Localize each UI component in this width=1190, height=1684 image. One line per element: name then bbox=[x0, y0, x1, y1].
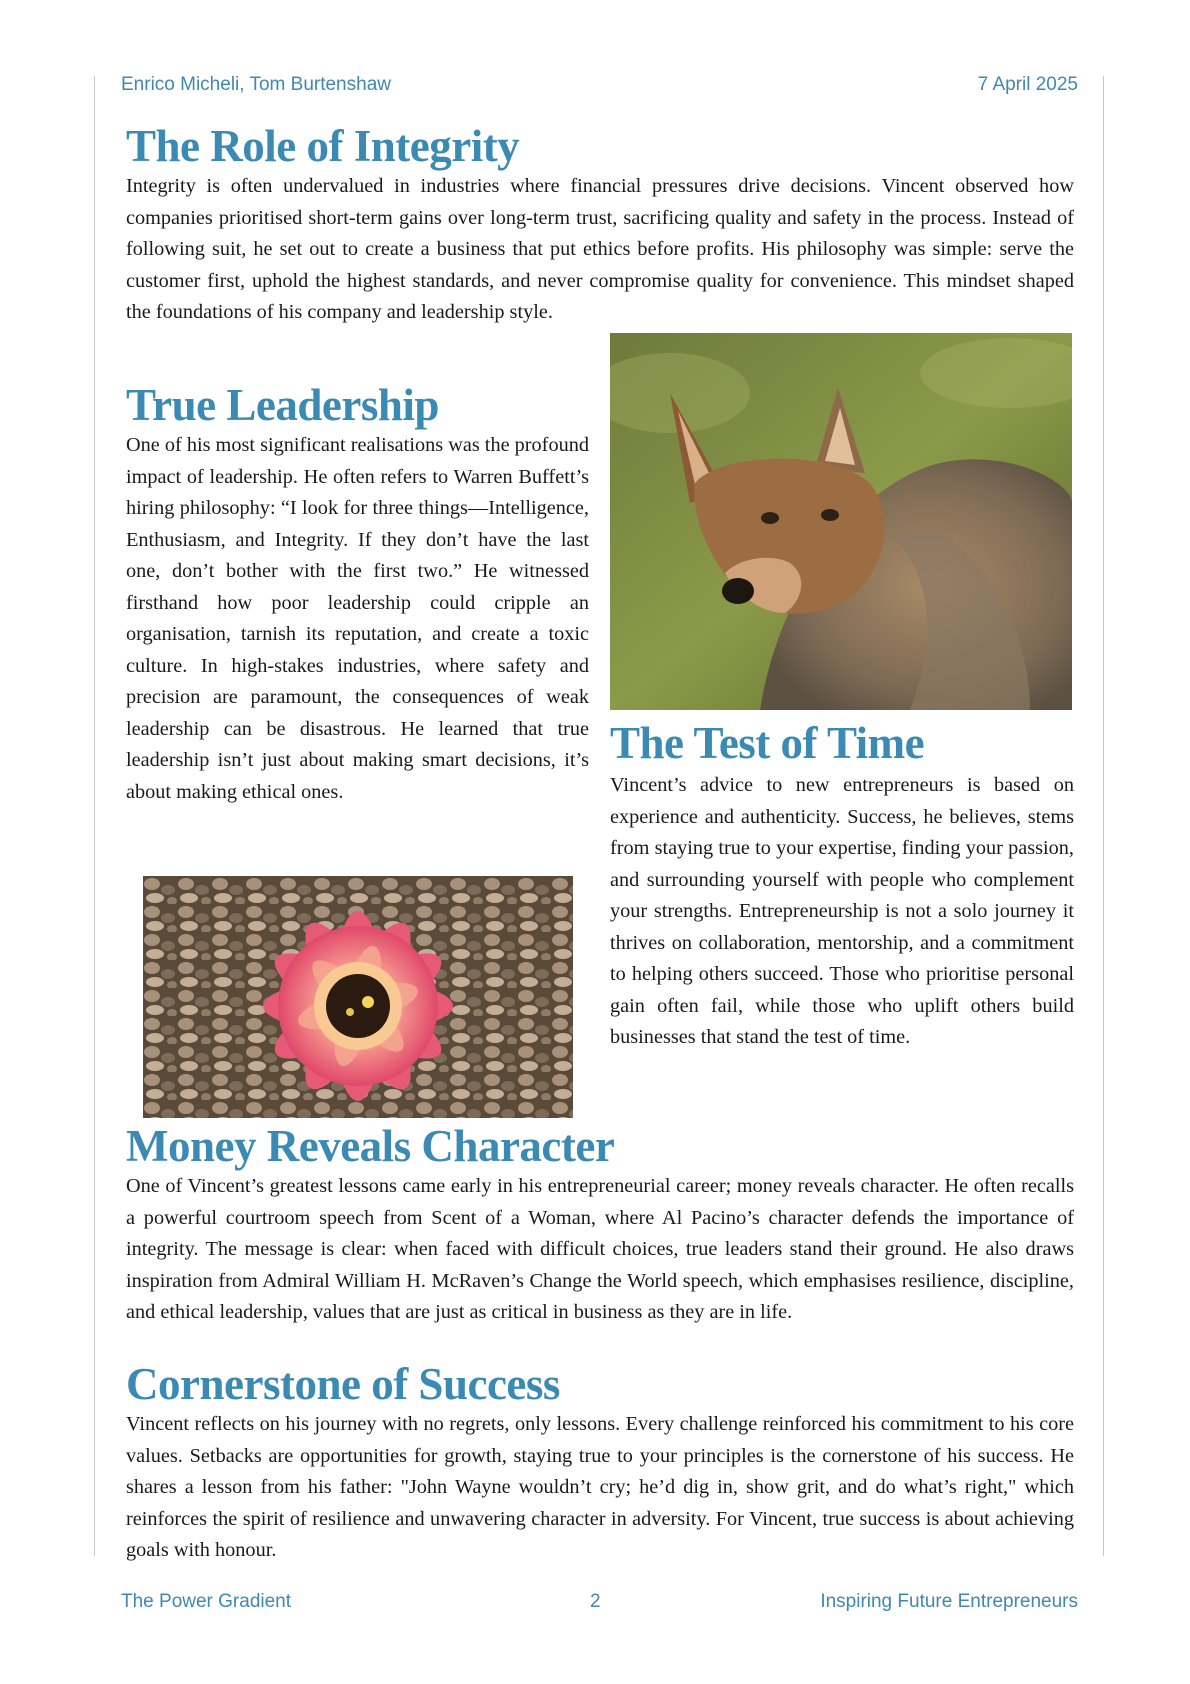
cactus-flower-photo bbox=[143, 876, 573, 1118]
paragraph-true-leadership: One of his most significant realisations was the profound impact of leadership. He often refers to Warren Buffett’s hiring philosophy: “I look for three things—Intelligence, Enthusiasm, and Integrity. If they don’t have the last one, don’t bother with the first two.” He witnessed firsthand how poor leadership could cripple an organisation, tarnish its reputation, and create a toxic culture. In high-stakes industries, where safety and precision are paramount, the consequences of weak leadership can be disastrous. He learned that true leadership isn’t just about making smart decisions, it’s about making ethical ones. bbox=[126, 434, 590, 803]
coyote-photo bbox=[610, 333, 1072, 710]
paragraph-money-reveals-character: One of Vincent’s greatest lessons came early in his entrepreneurial career; money reveals character. He often recalls a powerful courtroom speech from Scent of a Woman, where Al Pacino’s character defends the importance of integrity. The message is clear: when faced with difficult choices, true leaders stand their ground. He also draws inspiration from Admiral William H. McRaven’s Change the World speech, which emphasises resilience, discipline, and ethical leadership, values that are just as critical in business as they are in life. bbox=[126, 1175, 1074, 1323]
paragraph-role-of-integrity: Integrity is often undervalued in industries where financial pressures drive decisions. Vincent observed how companies prioritised short-term gains over long-term trust, sacrificing quality and safety in the process. Instead of following suit, he set out to create a business that put ethics before profits. His philosophy was simple: serve the customer first, uphold the highest standards, and never compromise quality for convenience. This mindset shaped the foundations of his company and leadership style. bbox=[126, 175, 1074, 323]
footer-page-number: 2 bbox=[590, 1591, 601, 1612]
left-margin-rule bbox=[94, 76, 95, 1556]
heading-money-reveals-character: Money Reveals Character bbox=[126, 1121, 615, 1171]
footer-tagline: Inspiring Future Entrepreneurs bbox=[820, 1591, 1078, 1612]
header-authors: Enrico Micheli, Tom Burtenshaw bbox=[121, 74, 391, 95]
heading-cornerstone-of-success: Cornerstone of Success bbox=[126, 1359, 560, 1409]
heading-role-of-integrity: The Role of Integrity bbox=[126, 121, 520, 171]
right-margin-rule bbox=[1103, 76, 1104, 1556]
heading-true-leadership: True Leadership bbox=[126, 380, 439, 430]
paragraph-cornerstone-of-success: Vincent reflects on his journey with no regrets, only lessons. Every challenge reinforced his commitment to his core values. Setbacks are opportunities for growth, staying true to your principles is the cornerstone of his success. He shares a lesson from his father: "John Wayne wouldn’t cry; he’d dig in, show grit, and do what’s right," which reinforces the spirit of resilience and unwavering character in adversity. For Vincent, true success is about achieving goals with honour. bbox=[126, 1413, 1074, 1561]
paragraph-test-of-time: Vincent’s advice to new entrepreneurs is based on experience and authenticity. Success, he believes, stems from staying true to your expertise, finding your passion, and surrounding yourself with people who complement your strengths. Entrepreneurship is not a solo journey it thrives on collaboration, mentorship, and a commitment to helping others succeed. Those who prioritise personal gain often fail, while those who uplift others build businesses that stand the test of time. bbox=[610, 774, 1074, 1048]
header-date: 7 April 2025 bbox=[977, 74, 1078, 95]
footer-publication-name: The Power Gradient bbox=[121, 1591, 292, 1612]
heading-test-of-time: The Test of Time bbox=[610, 718, 925, 768]
